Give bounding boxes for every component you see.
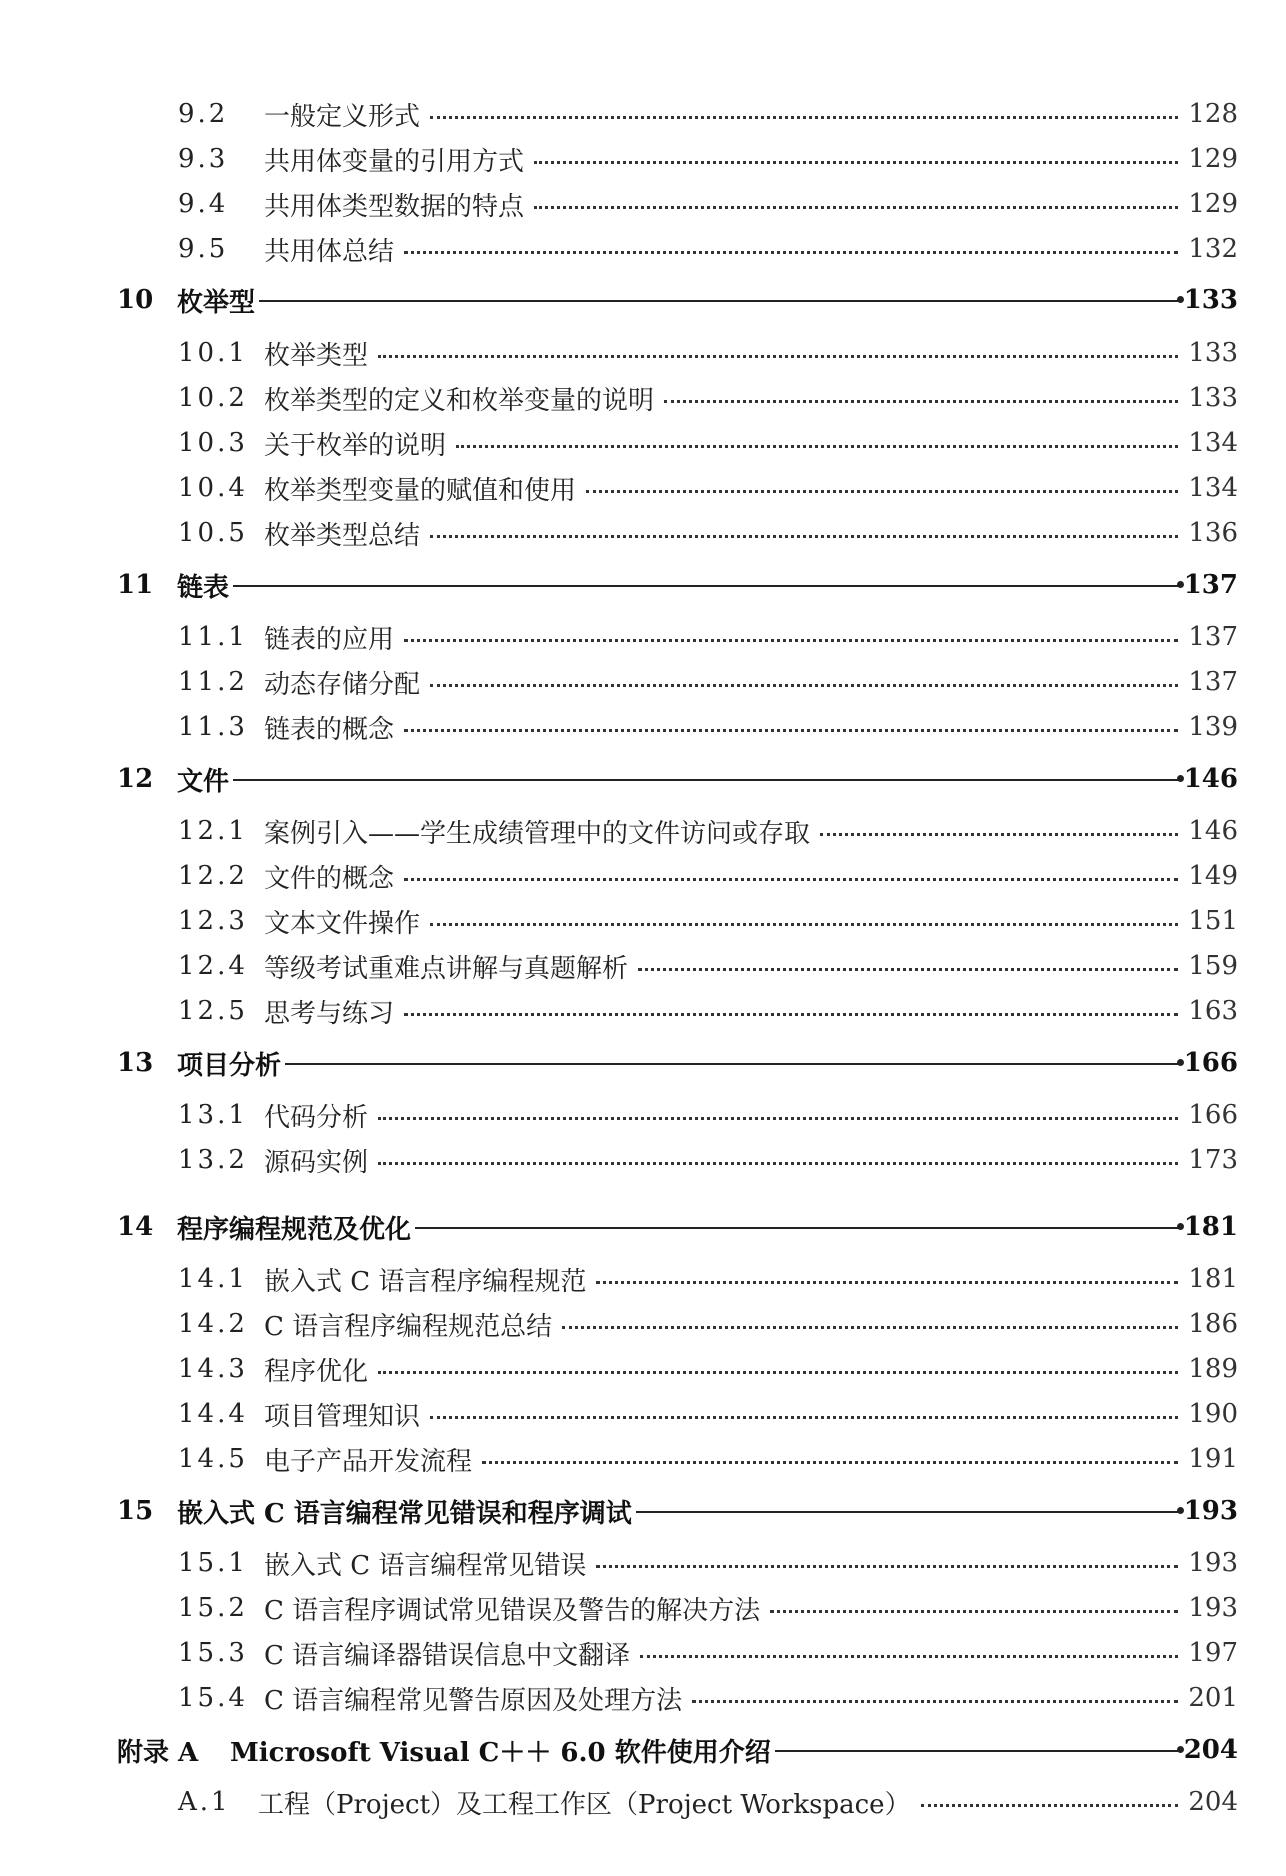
page-number: 166 <box>1188 1100 1238 1130</box>
section-title: 思考与练习 <box>264 998 395 1029</box>
section-title: C 语言程序编程规范总结 <box>264 1311 553 1342</box>
section-number: 9.4 <box>178 189 229 219</box>
toc-entry-14-5[interactable] <box>0 1439 1286 1479</box>
toc-entry-14-1[interactable] <box>0 1259 1286 1299</box>
page-number: 128 <box>1188 99 1238 129</box>
line-leader <box>415 1227 1180 1229</box>
section-title: 枚举类型的定义和枚举变量的说明 <box>264 385 655 416</box>
section-title: 嵌入式 C 语言编程常见错误 <box>264 1550 587 1581</box>
toc-entry-9-4[interactable] <box>0 184 1286 224</box>
page-number: 139 <box>1188 712 1238 742</box>
dot-leader <box>534 161 1178 164</box>
section-title: 链表的概念 <box>264 714 395 745</box>
page-number: 204 <box>1183 1735 1238 1765</box>
section-title: 电子产品开发流程 <box>264 1446 473 1477</box>
section-title: C 语言程序调试常见错误及警告的解决方法 <box>264 1595 761 1626</box>
section-title: 项目管理知识 <box>264 1401 421 1432</box>
section-title: 源码实例 <box>264 1147 369 1178</box>
section-number: 10.2 <box>178 383 248 413</box>
page-number: 189 <box>1188 1354 1238 1384</box>
dot-leader <box>456 445 1178 448</box>
page-number: 132 <box>1188 234 1238 264</box>
section-number: 14.2 <box>178 1309 248 1339</box>
chapter-title: 链表 <box>177 572 230 603</box>
section-title: 嵌入式 C 语言程序编程规范 <box>264 1266 587 1297</box>
dot-leader <box>404 251 1178 254</box>
section-title: 程序优化 <box>264 1356 369 1387</box>
dot-leader <box>770 1610 1178 1613</box>
toc-entry-9-2[interactable] <box>0 94 1286 134</box>
section-number: 9.5 <box>178 234 229 264</box>
chapter-number: 13 <box>117 1048 154 1078</box>
section-title: 枚举类型总结 <box>264 520 421 551</box>
chapter-number: 12 <box>117 764 154 794</box>
section-title: 等级考试重难点讲解与真题解析 <box>264 953 629 984</box>
toc-entry-15-1[interactable] <box>0 1543 1286 1583</box>
dot-leader <box>430 684 1178 687</box>
dot-leader <box>586 490 1178 493</box>
page-number: 159 <box>1188 951 1238 981</box>
section-number: 12.4 <box>178 951 248 981</box>
section-number: 14.5 <box>178 1444 248 1474</box>
section-number: 11.2 <box>178 667 248 697</box>
page-number: 204 <box>1188 1787 1238 1817</box>
page-number: 133 <box>1188 383 1238 413</box>
line-leader <box>285 1063 1180 1065</box>
toc-chapter-13[interactable] <box>0 1043 1286 1083</box>
section-number: 13.2 <box>178 1145 248 1175</box>
section-number: 15.2 <box>178 1593 248 1623</box>
page-number: 190 <box>1188 1399 1238 1429</box>
toc-entry-10-1[interactable] <box>0 333 1286 373</box>
section-title: 动态存储分配 <box>264 669 421 700</box>
dot-leader <box>638 968 1178 971</box>
section-number: 9.3 <box>178 144 229 174</box>
page-number: 163 <box>1188 996 1238 1026</box>
appendix-title: Microsoft Visual C＋＋ 6.0 软件使用介绍 <box>230 1737 771 1768</box>
page-number: 193 <box>1188 1593 1238 1623</box>
page-number: 166 <box>1183 1048 1238 1078</box>
section-title: 工程（Project）及工程工作区（Project Workspace） <box>258 1789 911 1820</box>
toc-entry-14-4[interactable] <box>0 1394 1286 1434</box>
chapter-title: 枚举型 <box>177 287 256 318</box>
line-leader <box>233 779 1180 781</box>
section-title: 一般定义形式 <box>264 101 421 132</box>
section-title: 文本文件操作 <box>264 908 421 939</box>
toc-entry-10-5[interactable] <box>0 513 1286 553</box>
dot-leader <box>430 923 1178 926</box>
dot-leader <box>404 878 1178 881</box>
page-number: 137 <box>1188 667 1238 697</box>
toc-entry-12-3[interactable] <box>0 901 1286 941</box>
dot-leader <box>404 639 1178 642</box>
section-number: 12.3 <box>178 906 248 936</box>
line-leader <box>233 585 1180 587</box>
dot-leader <box>378 1371 1178 1374</box>
section-title: 共用体总结 <box>264 236 395 267</box>
toc-entry-12-2[interactable] <box>0 856 1286 896</box>
dot-leader <box>562 1326 1178 1329</box>
page-number: 193 <box>1183 1496 1238 1526</box>
page-number: 146 <box>1183 764 1238 794</box>
dot-leader <box>404 729 1178 732</box>
section-number: A.1 <box>178 1787 231 1817</box>
page-number: 146 <box>1188 816 1238 846</box>
section-number: 14.1 <box>178 1264 248 1294</box>
page-number: 193 <box>1188 1548 1238 1578</box>
toc-entry-15-3[interactable] <box>0 1633 1286 1673</box>
section-title: 链表的应用 <box>264 624 395 655</box>
toc-chapter-11[interactable] <box>0 565 1286 605</box>
section-number: 10.5 <box>178 518 248 548</box>
toc-chapter-10[interactable] <box>0 280 1286 320</box>
toc-entry-10-3[interactable] <box>0 423 1286 463</box>
chapter-number: 10 <box>117 285 154 315</box>
page-number: 149 <box>1188 861 1238 891</box>
section-title: 枚举类型变量的赋值和使用 <box>264 475 577 506</box>
line-leader <box>259 300 1180 302</box>
section-number: 10.4 <box>178 473 248 503</box>
dot-leader <box>378 1162 1178 1165</box>
section-number: 9.2 <box>178 99 229 129</box>
line-leader <box>775 1750 1180 1752</box>
page-number: 134 <box>1188 473 1238 503</box>
toc-chapter-15[interactable] <box>0 1491 1286 1531</box>
page-number: 201 <box>1188 1683 1238 1713</box>
page-number: 136 <box>1188 518 1238 548</box>
toc-entry-12-4[interactable] <box>0 946 1286 986</box>
toc-entry-12-5[interactable] <box>0 991 1286 1031</box>
toc-entry-13-2[interactable] <box>0 1140 1286 1180</box>
dot-leader <box>378 1117 1178 1120</box>
dot-leader <box>430 1416 1178 1419</box>
chapter-title: 程序编程规范及优化 <box>177 1214 412 1245</box>
dot-leader <box>404 1013 1178 1016</box>
section-number: 13.1 <box>178 1100 248 1130</box>
toc-entry-11-1[interactable] <box>0 617 1286 657</box>
toc-chapter-14[interactable] <box>0 1207 1286 1247</box>
dot-leader <box>921 1804 1179 1807</box>
toc-entry-9-3[interactable] <box>0 139 1286 179</box>
page-number: 133 <box>1183 285 1238 315</box>
appendix-number: 附录 A <box>117 1737 199 1768</box>
section-title: 文件的概念 <box>264 863 395 894</box>
page-number: 134 <box>1188 428 1238 458</box>
section-title: C 语言编程常见警告原因及处理方法 <box>264 1685 683 1716</box>
line-leader <box>636 1511 1180 1513</box>
page-number: 129 <box>1188 189 1238 219</box>
dot-leader <box>430 116 1178 119</box>
toc-entry-9-5[interactable] <box>0 229 1286 269</box>
section-number: 15.4 <box>178 1683 248 1713</box>
chapter-title: 文件 <box>177 766 230 797</box>
section-title: 关于枚举的说明 <box>264 430 447 461</box>
section-title: C 语言编译器错误信息中文翻译 <box>264 1640 631 1671</box>
toc-entry-15-2[interactable] <box>0 1588 1286 1628</box>
section-number: 14.4 <box>178 1399 248 1429</box>
toc-entry-15-4[interactable] <box>0 1678 1286 1718</box>
dot-leader <box>378 355 1178 358</box>
toc-entry-14-3[interactable] <box>0 1349 1286 1389</box>
chapter-title: 嵌入式 C 语言编程常见错误和程序调试 <box>177 1498 632 1529</box>
toc-entry-11-2[interactable] <box>0 662 1286 702</box>
toc-entry-11-3[interactable] <box>0 707 1286 747</box>
section-number: 11.1 <box>178 622 248 652</box>
dot-leader <box>692 1700 1178 1703</box>
toc-entry-13-1[interactable] <box>0 1095 1286 1135</box>
toc-chapter-12[interactable] <box>0 759 1286 799</box>
section-number: 15.1 <box>178 1548 248 1578</box>
page-number: 191 <box>1188 1444 1238 1474</box>
section-number: 11.3 <box>178 712 248 742</box>
page-number: 129 <box>1188 144 1238 174</box>
dot-leader <box>534 206 1178 209</box>
page-number: 181 <box>1183 1212 1238 1242</box>
page-number: 173 <box>1188 1145 1238 1175</box>
section-number: 15.3 <box>178 1638 248 1668</box>
section-number: 12.5 <box>178 996 248 1026</box>
section-number: 10.3 <box>178 428 248 458</box>
toc-entry-a-1[interactable] <box>0 1782 1286 1822</box>
section-title: 枚举类型 <box>264 340 369 371</box>
page-number: 151 <box>1188 906 1238 936</box>
page-number: 137 <box>1183 570 1238 600</box>
dot-leader <box>820 833 1178 836</box>
section-title: 共用体变量的引用方式 <box>264 146 525 177</box>
dot-leader <box>596 1565 1178 1568</box>
dot-leader <box>482 1461 1178 1464</box>
page-number: 137 <box>1188 622 1238 652</box>
section-number: 12.2 <box>178 861 248 891</box>
section-number: 14.3 <box>178 1354 248 1384</box>
section-title: 共用体类型数据的特点 <box>264 191 525 222</box>
page-number: 186 <box>1188 1309 1238 1339</box>
toc-entry-10-2[interactable] <box>0 378 1286 418</box>
page-number: 181 <box>1188 1264 1238 1294</box>
chapter-title: 项目分析 <box>177 1050 282 1081</box>
toc-entry-10-4[interactable] <box>0 468 1286 508</box>
dot-leader <box>596 1281 1178 1284</box>
dot-leader <box>430 535 1178 538</box>
section-number: 10.1 <box>178 338 248 368</box>
page-number: 197 <box>1188 1638 1238 1668</box>
section-title: 案例引入——学生成绩管理中的文件访问或存取 <box>264 818 811 849</box>
section-number: 12.1 <box>178 816 248 846</box>
toc-entry-14-2[interactable] <box>0 1304 1286 1344</box>
dot-leader <box>640 1655 1178 1658</box>
chapter-number: 11 <box>117 570 154 600</box>
chapter-number: 14 <box>117 1212 154 1242</box>
section-title: 代码分析 <box>264 1102 369 1133</box>
toc-appendix-a[interactable] <box>0 1730 1286 1770</box>
dot-leader <box>664 400 1178 403</box>
toc-entry-12-1[interactable] <box>0 811 1286 851</box>
chapter-number: 15 <box>117 1496 154 1526</box>
page-number: 133 <box>1188 338 1238 368</box>
